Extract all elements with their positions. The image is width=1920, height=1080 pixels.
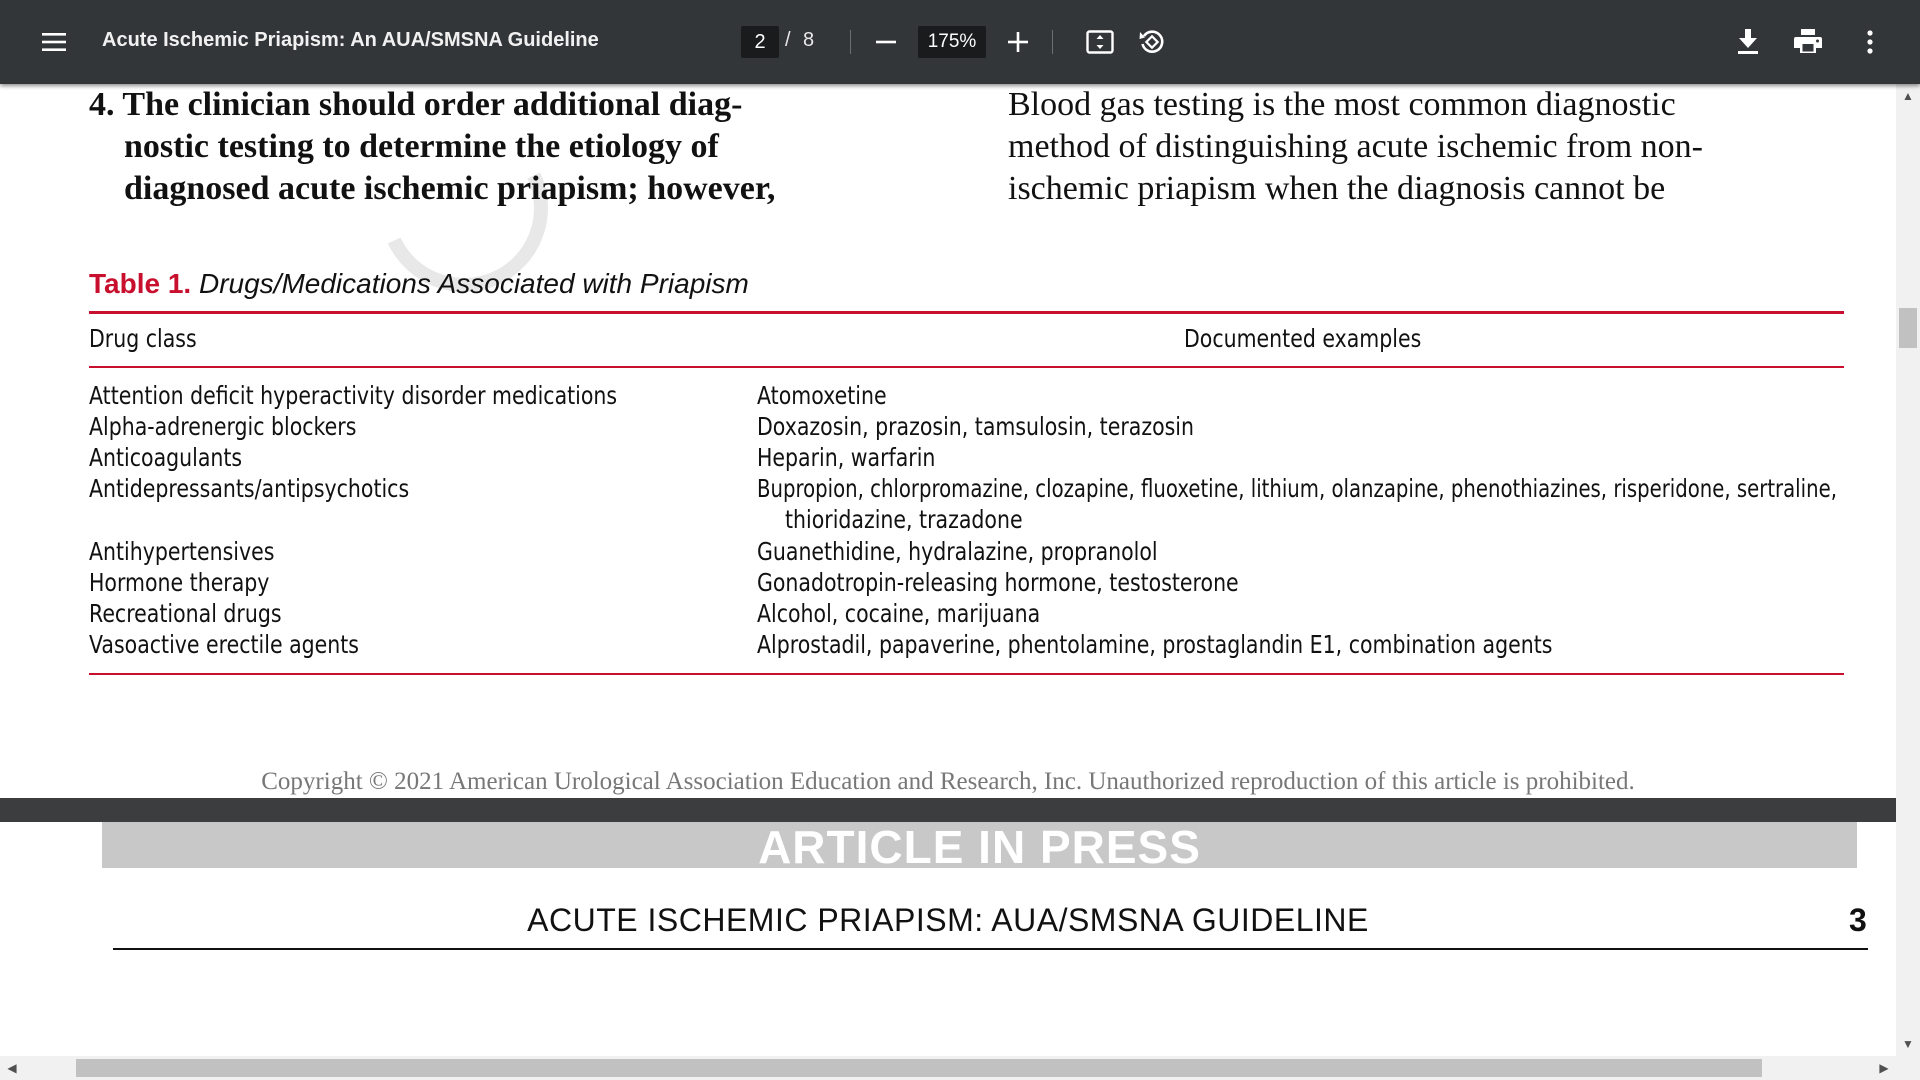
toolbar-divider (1052, 30, 1053, 54)
text-line: ischemic priapism when the diagnosis cannot be (1008, 170, 1666, 207)
page-number-input[interactable]: 2 (741, 26, 779, 58)
zoom-in-icon[interactable] (1000, 24, 1036, 60)
pdf-page-2 (0, 84, 1896, 798)
left-column-text (89, 84, 927, 210)
text-line: Blood gas testing is the most common diagnostic (1008, 86, 1676, 123)
table-cell-drug-class: Antihypertensives (89, 537, 275, 566)
copyright-notice: Copyright © 2021 American Urological Association Education and Research, Inc. Unauthorized reproduction of this article is prohibited. (261, 768, 1635, 795)
table-cell-drug-class: Vasoactive erectile agents (89, 630, 359, 659)
page-total: 8 (803, 29, 815, 51)
scroll-left-icon[interactable]: ◀ (7, 1061, 17, 1075)
vertical-scrollbar[interactable] (1896, 84, 1920, 1056)
table-header-drug-class: Drug class (89, 324, 197, 353)
table-cell-examples: Alcohol, cocaine, marijuana (757, 599, 1041, 628)
table-cell-examples: Bupropion, chlorpromazine, clozapine, fluoxetine, lithium, olanzapine, phenothiazines, risperidone, sertraline, (757, 474, 1837, 503)
page-separator-gap (0, 798, 1896, 822)
table-cell-drug-class: Antidepressants/antipsychotics (89, 474, 410, 503)
vertical-scroll-thumb[interactable] (1899, 308, 1917, 348)
table-header-examples: Documented examples (1184, 324, 1422, 353)
text-line: diagnosed acute ischemic priapism; however, (124, 170, 776, 207)
table-cell-drug-class: Alpha-adrenergic blockers (89, 412, 357, 441)
document-viewport[interactable] (0, 84, 1896, 1056)
table-label: Table 1. (89, 268, 192, 299)
more-vert-icon[interactable] (1850, 22, 1890, 62)
text-line: nostic testing to determine the etiology of (124, 128, 719, 165)
table-cell-examples: Gonadotropin-releasing hormone, testosterone (757, 568, 1239, 597)
zoom-level-input[interactable]: 175% (918, 26, 986, 58)
menu-icon[interactable] (34, 22, 74, 62)
table-cell-drug-class: Hormone therapy (89, 568, 270, 597)
table-cell-examples: Doxazosin, prazosin, tamsulosin, terazosin (757, 412, 1195, 441)
running-head: ACUTE ISCHEMIC PRIAPISM: AUA/SMSNA GUIDELINE (527, 902, 1369, 938)
scroll-up-icon[interactable]: ▲ (1902, 89, 1914, 103)
table-cell-examples: Guanethidine, hydralazine, propranolol (757, 537, 1158, 566)
document-title: Acute Ischemic Priapism: An AUA/SMSNA Guideline (102, 29, 599, 51)
table-bottom-rule (89, 673, 1844, 675)
running-head-rule (113, 948, 1868, 950)
table-cell-examples: Heparin, warfarin (757, 443, 936, 472)
table-cell-examples: Atomoxetine (757, 381, 887, 410)
text-line: method of distinguishing acute ischemic from non- (1008, 128, 1703, 165)
print-icon[interactable] (1788, 22, 1828, 62)
toolbar-divider (850, 30, 851, 54)
table-cell-examples: Alprostadil, papaverine, phentolamine, prostaglandin E1, combination agents (757, 630, 1553, 659)
table-caption (89, 268, 749, 300)
text-line: 4. The clinician should order additional diag- (89, 86, 743, 123)
table-cell-drug-class: Recreational drugs (89, 599, 282, 628)
table-cell-drug-class: Attention deficit hyperactivity disorder medications (89, 381, 618, 410)
page-number: 3 (1849, 902, 1867, 938)
scroll-down-icon[interactable]: ▼ (1902, 1037, 1914, 1051)
page-separator: / (785, 29, 791, 51)
horizontal-scroll-thumb[interactable] (76, 1059, 1762, 1077)
article-in-press-banner: ARTICLE IN PRESS (102, 822, 1857, 868)
table-header-rule (89, 366, 1844, 368)
fit-page-icon[interactable] (1080, 22, 1120, 62)
zoom-out-icon[interactable] (868, 24, 904, 60)
table-cell-drug-class: Anticoagulants (89, 443, 243, 472)
scroll-right-icon[interactable]: ▶ (1879, 1061, 1889, 1075)
table-top-rule (89, 311, 1844, 314)
download-icon[interactable] (1728, 22, 1768, 62)
pdf-toolbar (0, 0, 1920, 84)
table-title: Drugs/Medications Associated with Priapism (198, 268, 749, 299)
table-cell-examples-continued: thioridazine, trazadone (785, 505, 1023, 534)
pdf-page-3 (0, 822, 1896, 1056)
right-column-text (1008, 84, 1844, 210)
rotate-icon[interactable] (1132, 22, 1172, 62)
